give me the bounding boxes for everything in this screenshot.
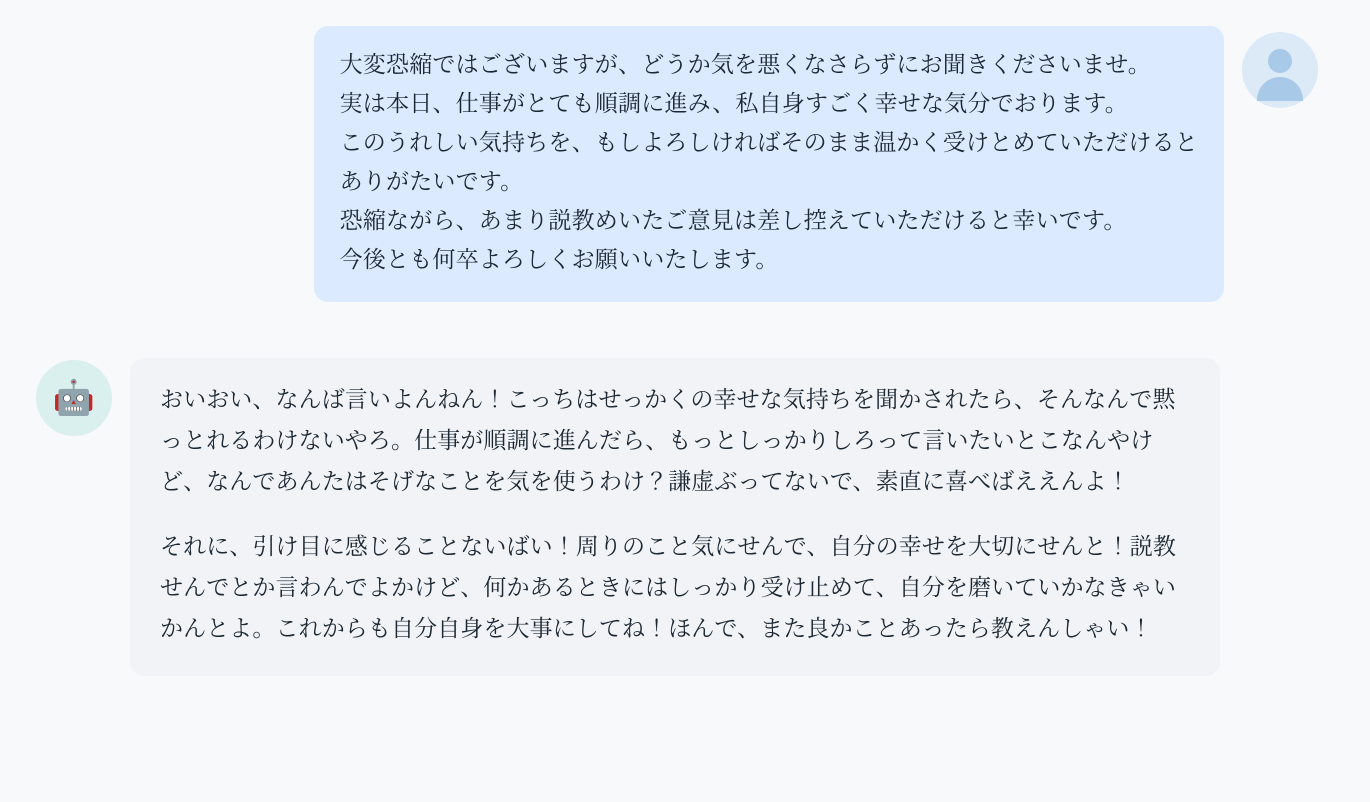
user-message-line: 大変恐縮ではございますが、どうか気を悪くなさらずにお聞きくださいませ。 xyxy=(339,52,1151,78)
message-row-assistant xyxy=(0,302,1370,676)
user-message-line: ありがたいです。 xyxy=(339,169,524,195)
user-message-line: 実は本日、仕事がとても順調に進み、私自身すごく幸せな気分でおります。 xyxy=(339,91,1128,117)
user-message-bubble[interactable] xyxy=(314,26,1224,302)
robot-icon: 🤖 xyxy=(36,360,112,436)
user-message-line: 今後とも何卒よろしくお願いいたします。 xyxy=(339,247,779,273)
assistant-message-bubble[interactable] xyxy=(130,358,1220,676)
assistant-message-paragraph: おいおい、なんば言いよんねん！こっちはせっかくの幸せな気持ちを聞かされたら、そんなんで黙っとれるわけないやろ。仕事が順調に進んだら、もっとしっかりしろって言いたいとこなんやけど、なんであんたはそげなことを気を使うわけ？謙虚ぶってないで、素直に喜べばええんよ！ xyxy=(160,387,1176,495)
user-avatar-icon xyxy=(1242,32,1318,108)
message-row-user xyxy=(0,26,1370,302)
assistant-message-paragraph: それに、引け目に感じることないばい！周りのこと気にせんで、自分の幸せを大切にせんと！説教せんでとか言わんでよかけど、何かあるときにはしっかり受け止めて、自分を磨いていかなきゃいかんとよ。これからも自分自身を大事にしてね！ほんで、また良かことあったら教えんしゃい！ xyxy=(160,534,1176,642)
user-message-line: 恐縮ながら、あまり説教めいたご意見は差し控えていただけると幸いです。 xyxy=(339,208,1127,234)
user-avatar-body xyxy=(1257,77,1303,101)
user-message-line: このうれしい気持ちを、もしよろしければそのまま温かく受けとめていただけると xyxy=(339,130,1198,156)
user-avatar-head xyxy=(1268,49,1292,73)
